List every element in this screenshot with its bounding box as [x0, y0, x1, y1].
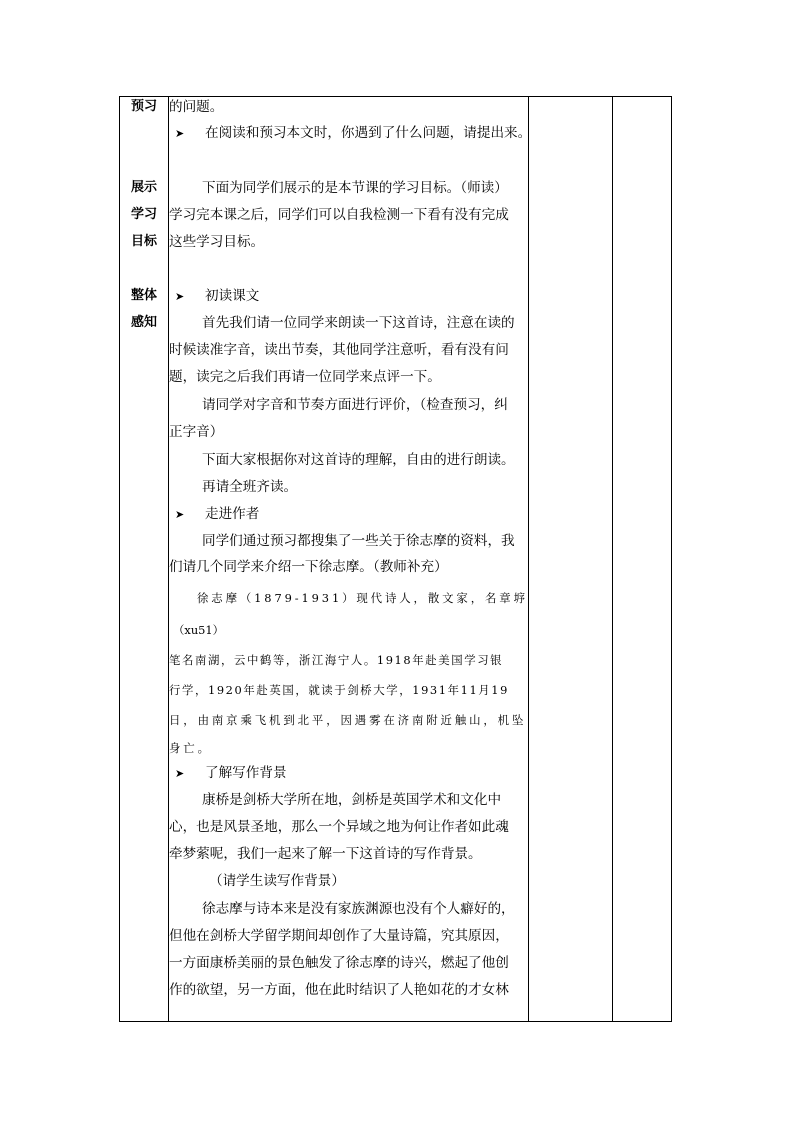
text-line: 同学们通过预习都搜集了一些关于徐志摩的资料，我: [202, 533, 515, 549]
text-line: 徐志摩与诗本来是没有家族渊源也没有个人癖好的，: [202, 901, 515, 917]
bio-line: 笔名南湖，云中鹤等，浙江海宁人。1918年赴美国学习银: [169, 653, 504, 667]
text-line: 下面为同学们展示的是本节课的学习目标。（师读）: [202, 180, 508, 196]
bullet-item: [169, 764, 287, 782]
text-line: 学习完本课之后，同学们可以自我检测一下看有没有完成: [169, 207, 509, 223]
section-label-overall: 整体: [130, 288, 157, 303]
section-label-show: 展示: [130, 180, 157, 195]
text-line: 题，读完之后我们再请一位同学来点评一下。: [169, 369, 441, 385]
text-line: 时候读准字音，读出节奏，其他同学注意听，看有没有问: [169, 342, 509, 358]
bullet-text: 走进作者: [205, 506, 260, 522]
bullet-item: [169, 287, 259, 305]
bio-line: 身亡。: [169, 741, 212, 755]
text-line: 作的欲望，另一方面，他在此时结识了人艳如花的才女林: [169, 982, 509, 998]
text-line: 牵梦萦呢，我们一起来了解一下这首诗的写作背景。: [169, 846, 482, 862]
text-line: 们请几个同学来介绍一下徐志摩。（教师补充）: [169, 559, 448, 575]
text-line: （请学生读写作背景）: [209, 873, 345, 889]
bio-line: （xu51）: [173, 623, 225, 637]
bullet-text: 了解写作背景: [205, 765, 287, 781]
arrow-bullet-icon: ➤: [175, 127, 185, 140]
text-line: 正字音）: [169, 424, 224, 440]
text-line: 的问题。: [169, 99, 224, 115]
bullet-item: [169, 505, 259, 523]
section-label-perception: 感知: [130, 315, 157, 330]
bio-line: 日，由南京乘飞机到北平，因遇雾在济南附近触山，机坠: [169, 713, 527, 727]
bio-line: 行学，1920年赴英国，就读于剑桥大学，1931年11月19: [169, 683, 509, 697]
arrow-bullet-icon: ➤: [175, 508, 185, 521]
bullet-item: [169, 124, 531, 142]
arrow-bullet-icon: ➤: [175, 767, 185, 780]
text-line: 再请全班齐读。: [202, 479, 298, 495]
text-line: 心，也是风景圣地，那么一个异域之地为何让作者如此魂: [169, 819, 509, 835]
section-label-learn: 学习: [130, 207, 157, 222]
text-line: 一方面康桥美丽的景色触发了徐志摩的诗兴，燃起了他创: [169, 955, 509, 971]
text-line: 首先我们请一位同学来朗读一下这首诗，注意在读的: [202, 315, 515, 331]
text-line: 但他在剑桥大学留学期间却创作了大量诗篇，究其原因，: [169, 928, 509, 944]
text-line: 请同学对字音和节奏方面进行评价，（检查预习，纠: [202, 397, 508, 413]
text-line: 康桥是剑桥大学所在地，剑桥是英国学术和文化中: [202, 792, 502, 808]
empty-cell-student-activity: [529, 97, 612, 1021]
section-label-preview: 预习: [130, 99, 157, 114]
bullet-text: 在阅读和预习本文时，你遇到了什么问题，请提出来。: [205, 125, 532, 141]
section-label-goals: 目标: [130, 234, 157, 249]
bio-line: 徐志摩（1879-1931）现代诗人，散文家，名章垿: [197, 591, 528, 605]
bullet-text: 初读课文: [205, 288, 260, 304]
text-line: 下面大家根据你对这首诗的理解，自由的进行朗读。: [202, 452, 515, 468]
text-line: 这些学习目标。: [169, 234, 265, 250]
arrow-bullet-icon: ➤: [175, 290, 185, 303]
empty-cell-notes: [613, 97, 671, 1021]
